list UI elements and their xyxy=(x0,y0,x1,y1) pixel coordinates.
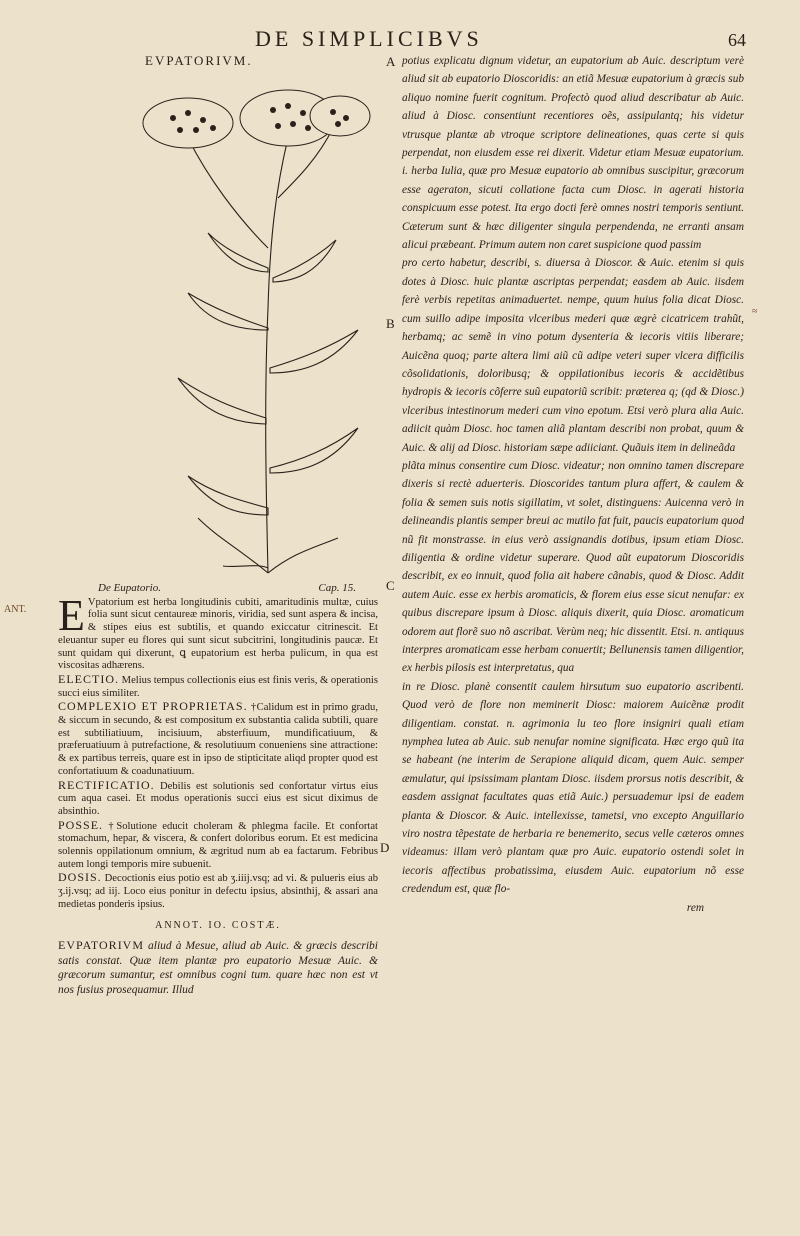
complexio-heading: COMPLEXIO ET PROPRIETAS. xyxy=(58,699,248,714)
electio-paragraph xyxy=(58,673,378,700)
commentary-block-a: potius explicatu dignum videtur, an eupatorium ab Auic. descriptum verè aliud sit ab eupatorio Dioscoridis: an etiã Mesuæ eupatorium à græcis sub aliquo nomine fuerit cognitum. Profectò quod aliud describatur ab Auic. aliud à Diosc. consentiunt recentiores oẽs, assipulantq; his videtur vtrusque plantæ ab vtroque scriptore delineationes, quas certe si quis perpendat, non eiusdem esse rei dixerit. Videtur etiam Mesuæ eupatorium. i. herba Iulia, quæ pro Mesuæ eupatorio ab omnibus suscipitur, græcorum esse ageraton, sicuti collatione facta cum Diosc. in agerati historia conspicuum esse potest. Ita ergo docti ferè omnes nostri temporis sentiunt. Cæterum sunt & hæc diligenter singula perpendenda, ne erranti ansam alicui præbeant. Primum autem non caret suspicione quod passim xyxy=(402,55,744,252)
annotation-lead: EVPATORIVM xyxy=(58,938,145,953)
left-column xyxy=(58,582,378,997)
annotation-text: aliud à Mesue, aliud ab Auic. & græcis describi satis constat. Quæ item plantæ pro eupatorio Mesuæ Auic. & græcorum sumantur, est omnibus cogni tum. quare hæc non est vt nos fusius prosequamur. Illud xyxy=(58,940,378,996)
annotation-paragraph xyxy=(58,938,378,997)
running-head: DE SIMPLICIBVS xyxy=(255,26,483,51)
posse-heading: POSSE. xyxy=(58,817,104,832)
section-marker-a: A xyxy=(386,54,396,69)
commentary-block-d: in re Diosc. planè consentit caulem hirsutum suo eupatorio ascribenti. Quod verò de flore non meminerit Diosc: maiorem Auicẽnæ prodit diligentiam. constat. n. agrimonia lu teo flore insigniri quali etiam nymphea lutea ab Auic. sub nenufar nomine significata. Hæc ergo quũ ita se habeant (ne interim de Serapione aliquid dicam, quem Auic. semper æmulatur, qui ipsissimam plantam Diosc. iisdem prorsus notis describit, & easdem assignat facultates quas etiã Auic.) persuademur ipsi de eadem planta & Dioscor. & Auic. intellexisse, tametsi, vno excepto Anguillario viro nostra tẽpestate de herbaria re benemerito, secus velle cæteros omnes videamus: illam verò plantam quæ pro Auic. eupatorio ostendi solet in iecoris affectibus probatissima, eiusdem Auic. eupatorium nõ esse credendum est, quæ flo- xyxy=(402,680,744,896)
electio-heading: ELECTIO. xyxy=(58,671,119,686)
right-column xyxy=(402,52,744,917)
chapter-number: Cap. 15. xyxy=(318,582,356,594)
margin-note-left: ANT. xyxy=(4,604,27,615)
section-marker-d: D xyxy=(380,840,390,855)
commentary-block-b: pro certo habetur, describi, s. diuersa à Dioscor. & Auic. etenim si quis dotes à Diosc. huic plantæ ascriptas perpendat; easdem ab Auic. iisdem ferè verbis repetitas animaduertet. nempe, quum huius folia dicat Diosc. cum suillo adipe imposita vlceribus mederi quæ ægrè cicatricem trahũt, herbamq; ac semẽ in vino potum dysenteria & iecoris vitiis liberare; Auicẽna quoq; parte altera limi aiũ cũ adipe veteri super vlcera difficilis cõsolidationis, doloribusq; & oppilationibus iecoris & accidẽtibus hydropis & iecoris cõferre suũ eupatoriũ scribit: præterea q; (qd & Diosc.) vlceribus intestinorum mederi cum vino epotum. Etsi verò plura alia Auic. adiicit quàm Diosc. hoc tamen aliã plantam describi non probat, quum & Auic. & alij ad Diosc. historiam sæpe adiiciant. Quãuis item in delineãda xyxy=(402,257,744,454)
section-marker-c: C xyxy=(386,578,395,593)
page-number: 64 xyxy=(728,30,746,50)
drop-cap: E xyxy=(58,590,85,640)
posse-paragraph xyxy=(58,819,378,872)
chapter-title: De Eupatorio. xyxy=(98,582,161,594)
dosis-heading: DOSIS. xyxy=(58,870,102,885)
complexio-paragraph xyxy=(58,700,378,778)
margin-note-right: ≈ xyxy=(752,306,758,317)
annotation-heading: ANNOT. IO. COSTÆ. xyxy=(155,919,281,931)
rectificatio-paragraph xyxy=(58,779,378,819)
rectificatio-text: Debilis est solutionis sed confortatur virtus eius cum aqua casei. Et modus operationis succi eius est sicut diximus de absinthio. xyxy=(58,780,378,817)
description-paragraph xyxy=(58,590,378,673)
rectificatio-heading: RECTIFICATIO. xyxy=(58,777,155,792)
electio-text: Melius tempus collectionis eius est finis veris, & operationis succi eius similiter. xyxy=(58,674,378,699)
posse-text: †Solutione educit choleram & phlegma facile. Et confortat stomachum, hepar, & viscera, & confert doloribus eorum. Et est medicina solennis oppilationum omnium, & ægritud num ab ea factarum. Febribus autem longi temporis mire subuenit. xyxy=(58,820,379,870)
plate-title: EVPATORIVM. xyxy=(145,53,253,68)
commentary-block-c: plãta minus consentire cum Diosc. videatur; non omnino tamen discrepare dixeris si rectè aduerteris. Dioscorides tantum plura affert, & caulem & folia & semen suis notis sigillatim, vt solet, distinguens: Auicenna verò in delineandis plantis semper breui ac mutilo fat fuit, paucis eupatorium quod nũ fit monstrasse. in eius verò assignandis dotibus, ipsum etiam Diosc. diligentia & ordine videtur superare. Quod aũt eupatorum Dioscoridis describit, ex eo innuit, quod folia ait habere cãnabis, quod & Diosc. Addit autem Auic. esse ex herbis aromaticis, & florem eius esse sicut nenufar: ex quibus discrepare ipsum à Diosc. aliquis dixerit, quia Diosc. aromaticum odorem aut florẽ suo nõ ascribat. Verùm neq; hic dissentit. Etsi. n. antiquus interpres aromaticam esse herbam conuertit; Bellunensis tamen diligentior, ex herbis pilosis est interpretatus, qua xyxy=(402,459,744,675)
section-marker-b: B xyxy=(386,316,395,331)
chapter-heading xyxy=(58,582,378,595)
dosis-text: Decoctionis eius potio est ab ʒ.iiij.vsq; ad vi. & pulueris eius ab ʒ.ij.vsq; ad iij. Loco eius ponitur in defectu ipsius, absinthij, & assari ana medietas ponderis ipsius. xyxy=(58,873,378,910)
complexio-text: †Calidum est in primo gradu, & siccum in secundo, & est compositum ex substantia calida subtili, quare est subtiliatiuum, incisiuum, absterfiuum, mundificatiuum, & præferuatiuum à putrefactione, & resolutiuum conueniens sine attractione: & ex partibus terreis, quare est in ipso de stipticitate aliqd propter quod est confortatiuum & coadunatiuum. xyxy=(58,702,378,777)
catchword: rem xyxy=(686,901,704,914)
dosis-paragraph xyxy=(58,871,378,911)
description-text: Vpatorium est herba longitudinis cubiti, amaritudinis multæ, cuius folia sunt sicut centaureæ minoris, viridia, sed sunt aspera & incisa, & stipes eius est subtilis, et quando exiccatur citrinescit. Et eleuantur super eu flores qui sunt sicut subcitrini, longitudinis paucæ. Et sunt quidam qui dixerunt, ꝗ eupatorium est herba pulicum, in qua est viscositas adhærens. xyxy=(58,596,378,672)
eupatorium-woodcut-illustration xyxy=(118,68,378,578)
